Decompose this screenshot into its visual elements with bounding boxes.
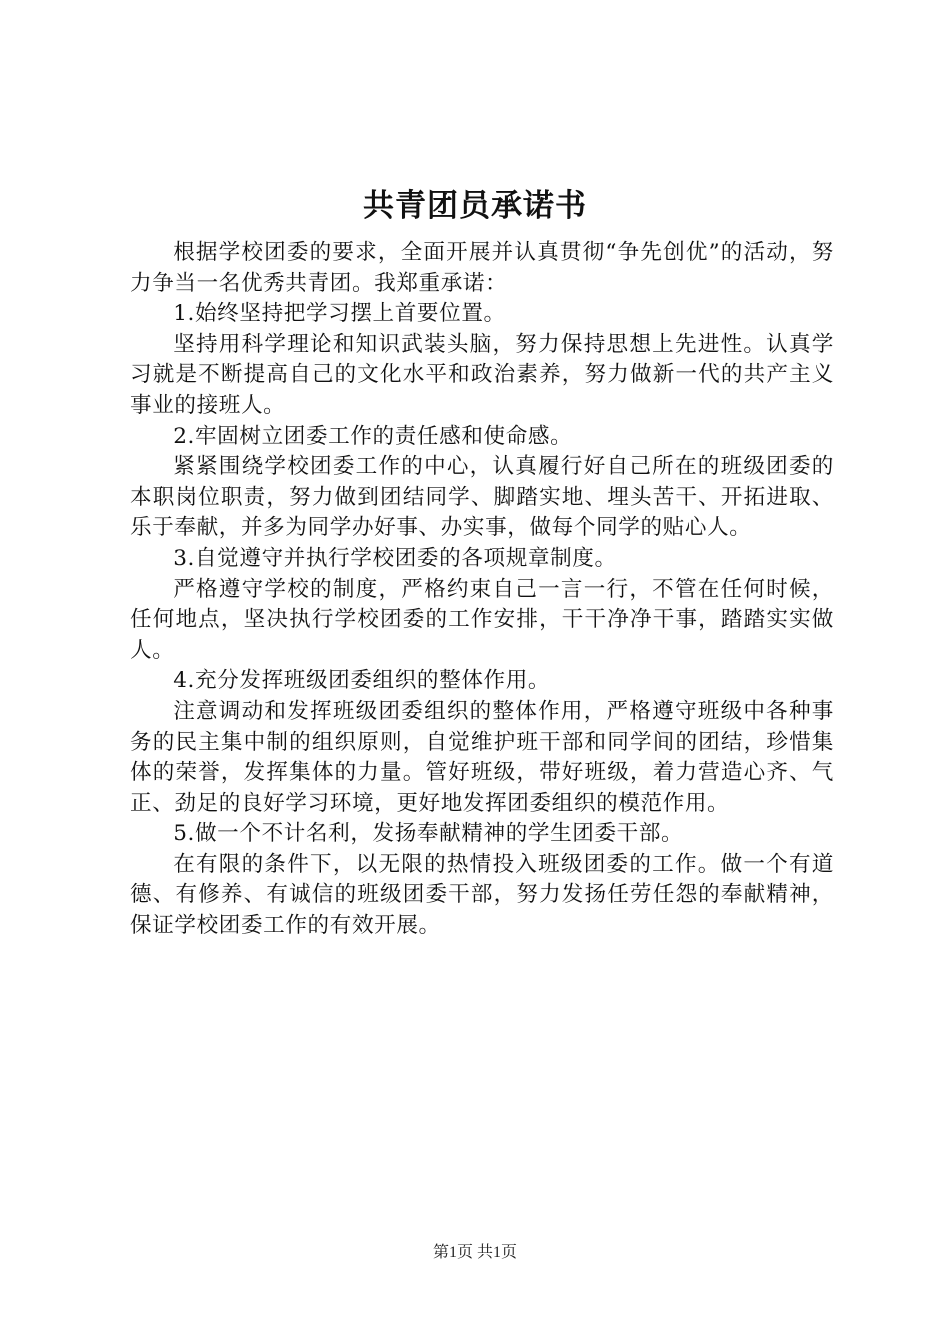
item-body-3: 严格遵守学校的制度，严格约束自己一言一行，不管在任何时候，任何地点，坚决执行学校团委的工作安排，干干净净干事，踏踏实实做人。 xyxy=(130,576,834,663)
page-number-footer: 第1页 共1页 xyxy=(432,1244,517,1261)
item-heading-5: 5.做一个不计名利，发扬奉献精神的学生团委干部。 xyxy=(173,821,684,847)
item-heading-4: 4.充分发挥班级团委组织的整体作用。 xyxy=(173,668,551,694)
item-heading-1: 1.始终坚持把学习摆上首要位置。 xyxy=(173,301,506,327)
intro-paragraph: 根据学校团委的要求，全面开展并认真贯彻“争先创优”的活动，努力争当一名优秀共青团。我郑重承诺： xyxy=(130,240,834,296)
item-body-2: 紧紧围绕学校团委工作的中心，认真履行好自己所在的班级团委的本职岗位职责，努力做到团结同学、脚踏实地、埋头苦干、开拓进取、乐于奉献，并多为同学办好事、办实事，做每个同学的贴心人。 xyxy=(130,454,834,541)
item-body-1: 坚持用科学理论和知识武装头脑，努力保持思想上先进性。认真学习就是不断提高自己的文化水平和政治素养，努力做新一代的共产主义事业的接班人。 xyxy=(130,331,834,418)
item-body-4: 注意调动和发挥班级团委组织的整体作用，严格遵守班级中各种事务的民主集中制的组织原则，自觉维护班干部和同学间的团结，珍惜集体的荣誉，发挥集体的力量。管好班级，带好班级，着力营造心齐、气正、劲足的良好学习环境，更好地发挥团委组织的模范作用。 xyxy=(130,698,834,816)
item-body-5: 在有限的条件下，以无限的热情投入班级团委的工作。做一个有道德、有修养、有诚信的班级团委干部，努力发扬任劳任怨的奉献精神，保证学校团委工作的有效开展。 xyxy=(130,851,834,939)
document-body xyxy=(130,238,834,942)
document-title: 共青团员承诺书 xyxy=(363,188,587,224)
item-heading-3: 3.自觉遵守并执行学校团委的各项规章制度。 xyxy=(173,545,617,571)
item-heading-2: 2.牢固树立团委工作的责任感和使命感。 xyxy=(173,423,573,449)
